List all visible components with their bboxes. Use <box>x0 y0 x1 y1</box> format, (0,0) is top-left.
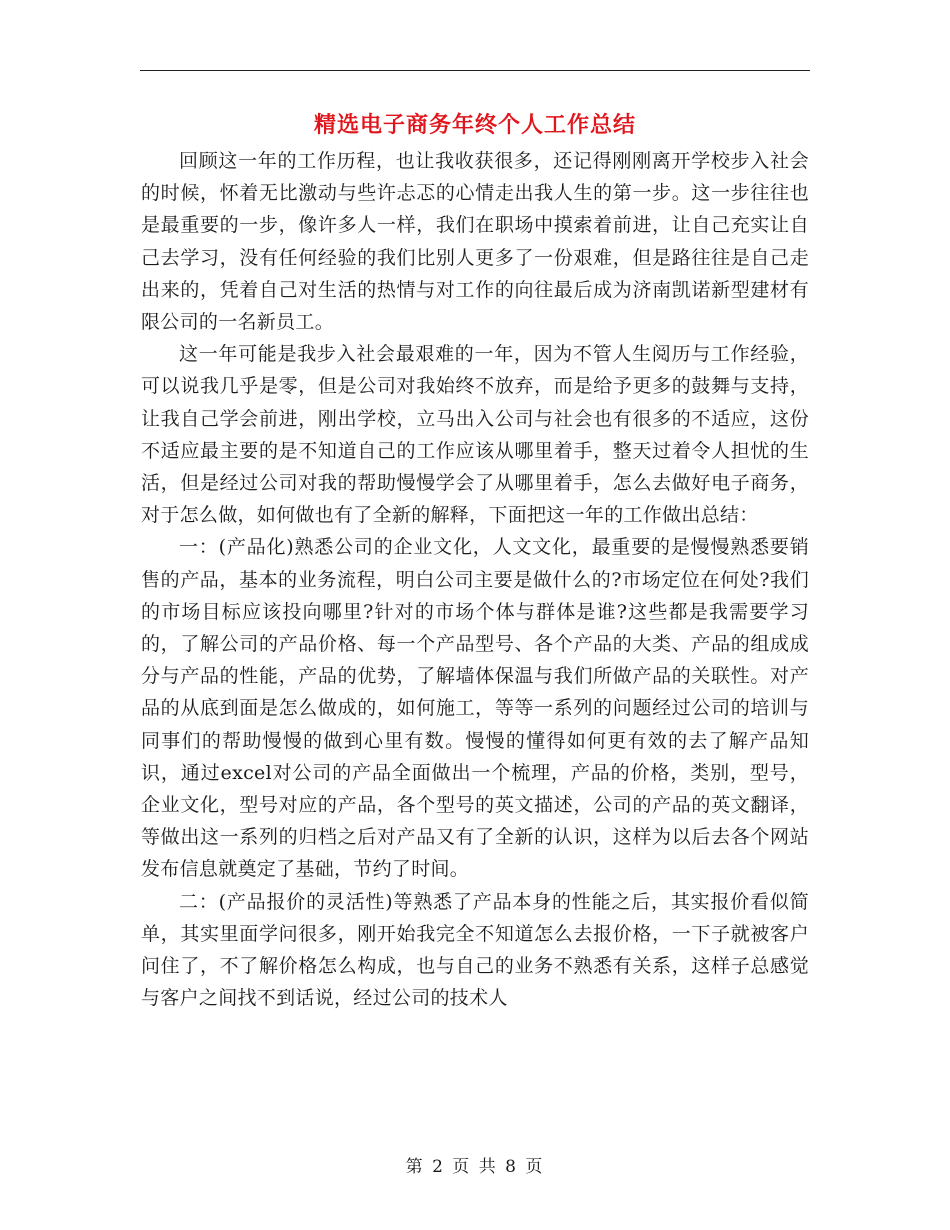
paragraph-intro: 回顾这一年的工作历程，也让我收获很多，还记得刚刚离开学校步入社会的时候，怀着无比激动与些许忐忑的心情走出我人生的第一步。这一步往往也是最重要的一步，像许多人一样，我们在职场中摸索着前进，让自己充实让自己去学习，没有任何经验的我们比别人更多了一份艰难，但是路往往是自己走出来的，凭着自己对生活的热情与对工作的向往最后成为济南凯诺新型建材有限公司的一名新员工。 <box>141 150 809 334</box>
page-number-footer: 第 2 页 共 8 页 <box>405 1157 545 1177</box>
document-title: 精选电子商务年终个人工作总结 <box>313 112 636 138</box>
paragraph-year-review: 这一年可能是我步入社会最艰难的一年，因为不管人生阅历与工作经验，可以说我几乎是零，但是公司对我始终不放弃，而是给予更多的鼓舞与支持，让我自己学会前进，刚出学校，立马出入公司与社会也有很多的不适应，这份不适应最主要的是不知道自己的工作应该从哪里着手，整天过着令人担忧的生活，但是经过公司对我的帮助慢慢学会了从哪里着手，怎么去做好电子商务，对于怎么做，如何做也有了全新的解释，下面把这一年的工作做出总结： <box>141 343 809 527</box>
paragraph-section-two: 二：(产品报价的灵活性)等熟悉了产品本身的性能之后，其实报价看似简单，其实里面学问很多，刚开始我完全不知道怎么去报价格，一下子就被客户问住了，不了解价格怎么构成，也与自己的业务不熟悉有关系，这样子总感觉与客户之间找不到话说，经过公司的技术人 <box>141 890 809 1010</box>
document-body <box>141 145 809 1014</box>
paragraph-section-one: 一：(产品化)熟悉公司的企业文化，人文文化，最重要的是慢慢熟悉要销售的产品，基本的业务流程，明白公司主要是做什么的?市场定位在何处?我们的市场目标应该投向哪里?针对的市场个体与群体是谁?这些都是我需要学习的，了解公司的产品价格、每一个产品型号、各个产品的大类、产品的组成成分与产品的性能，产品的优势，了解墙体保温与我们所做产品的关联性。对产品的从底到面是怎么做成的，如何施工，等等一系列的问题经过公司的培训与同事们的帮助慢慢的做到心里有数。慢慢的懂得如何更有效的去了解产品知识，通过excel对公司的产品全面做出一个梳理，产品的价格，类别，型号，企业文化，型号对应的产品，各个型号的英文描述，公司的产品的英文翻译，等做出这一系列的归档之后对产品又有了全新的认识，这样为以后去各个网站发布信息就奠定了基础，节约了时间。 <box>141 536 809 881</box>
header-rule <box>140 70 810 71</box>
